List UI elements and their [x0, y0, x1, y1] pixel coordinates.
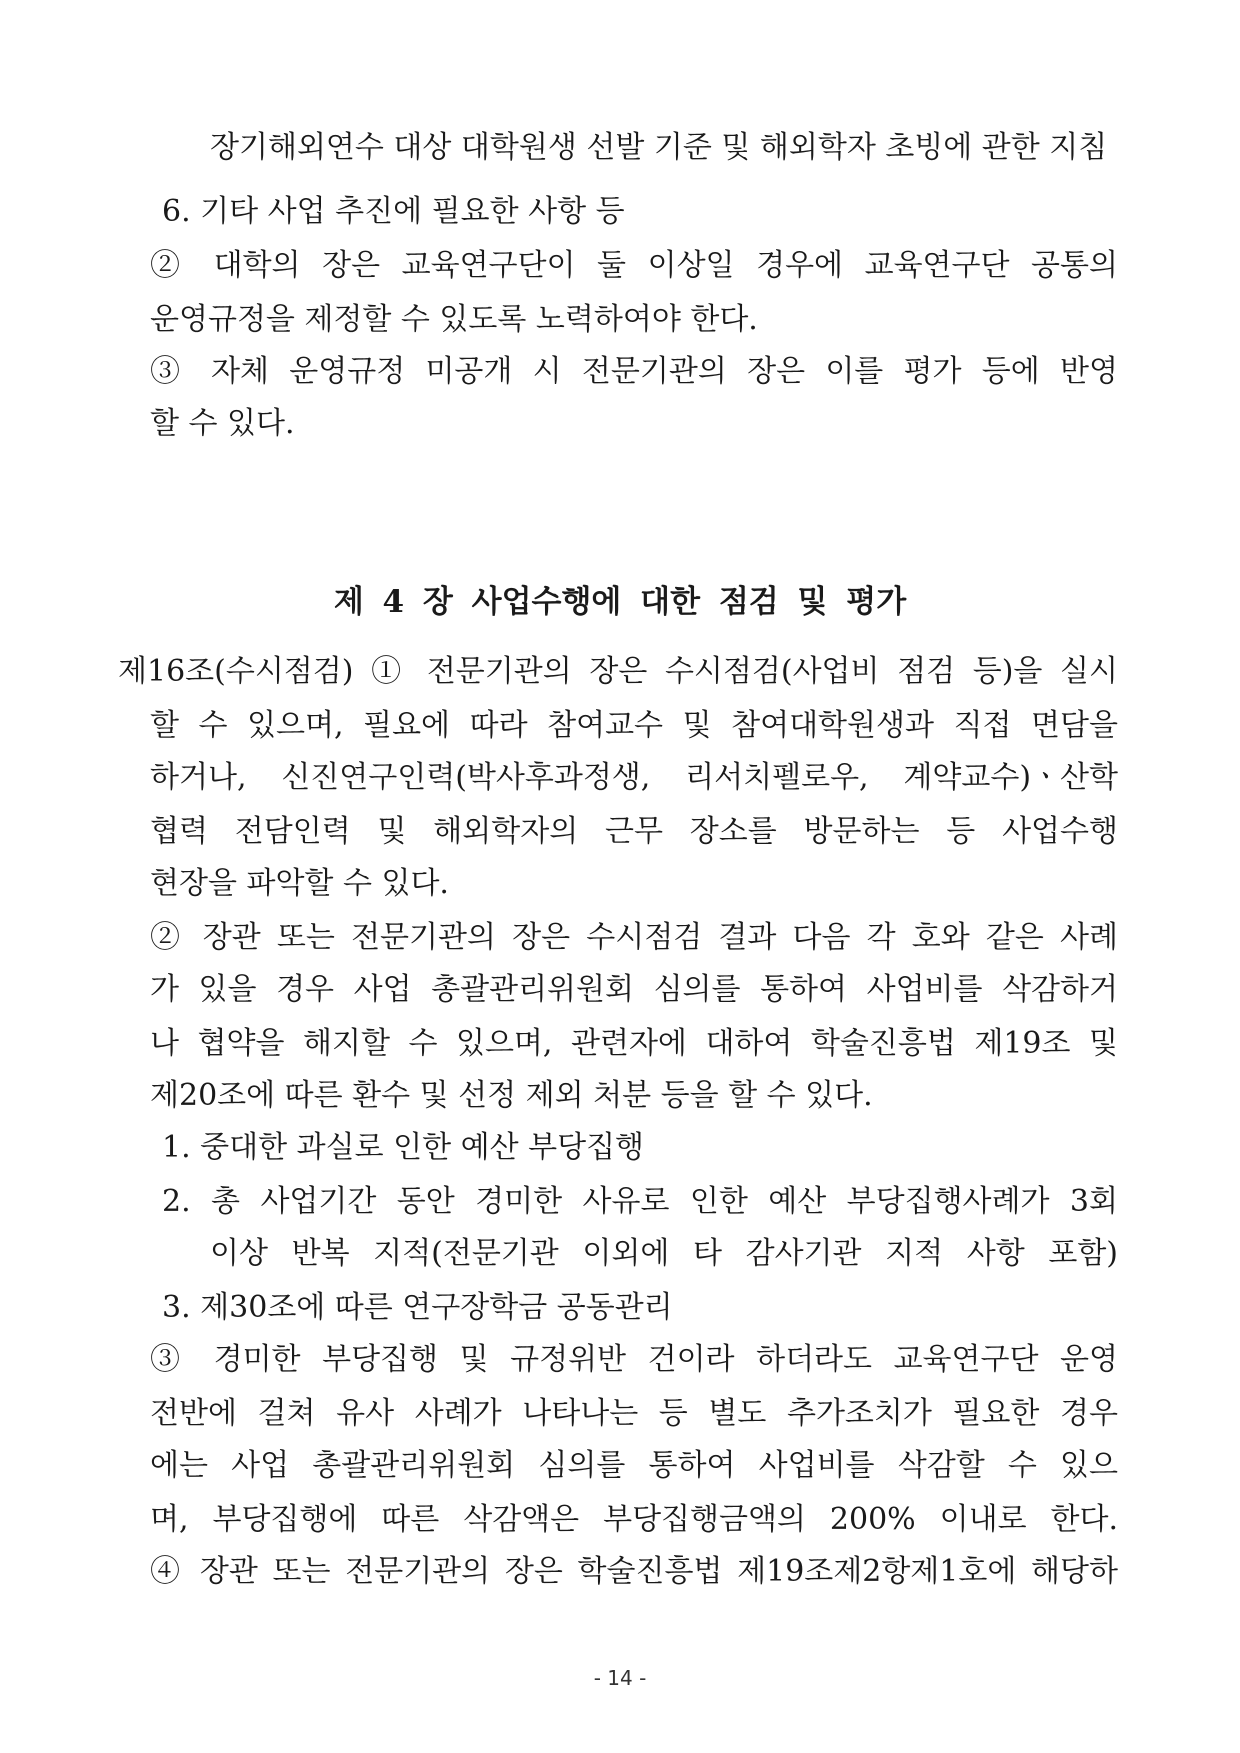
paragraph-line: ③ 자체 운영규정 미공개 시 전문기관의 장은 이를 평가 등에 반영: [150, 354, 1118, 389]
paragraph-line: ③ 경미한 부당집행 및 규정위반 건이라 하더라도 교육연구단 운영: [150, 1342, 1118, 1377]
list-item: 6. 기타 사업 추진에 필요한 사항 등: [162, 194, 625, 229]
paragraph-line: 며, 부당집행에 따른 삭감액은 부당집행금액의 200% 이내로 한다.: [150, 1502, 1118, 1537]
paragraph-line: 하거나, 신진연구인력(박사후과정생, 리서치펠로우, 계약교수)ㆍ산학: [150, 760, 1118, 795]
page-number: - 14 -: [593, 1666, 647, 1690]
paragraph-line: 할 수 있다.: [150, 406, 295, 441]
paragraph-line: 나 협약을 해지할 수 있으며, 관련자에 대하여 학술진흥법 제19조 및: [150, 1026, 1118, 1061]
article-heading-line: 제16조(수시점검) ① 전문기관의 장은 수시점검(사업비 점검 등)을 실시: [118, 654, 1118, 689]
paragraph-line: 운영규정을 제정할 수 있도록 노력하여야 한다.: [150, 302, 758, 337]
paragraph-line: 협력 전담인력 및 해외학자의 근무 장소를 방문하는 등 사업수행: [150, 814, 1118, 849]
paragraph-line: 제20조에 따른 환수 및 선정 제외 처분 등을 할 수 있다.: [150, 1078, 873, 1113]
list-item: 2. 총 사업기간 동안 경미한 사유로 인한 예산 부당집행사례가 3회: [162, 1184, 1118, 1219]
paragraph-line: 가 있을 경우 사업 총괄관리위원회 심의를 통하여 사업비를 삭감하거: [150, 972, 1118, 1007]
paragraph-line: ② 장관 또는 전문기관의 장은 수시점검 결과 다음 각 호와 같은 사례: [150, 920, 1118, 955]
list-item-continuation: 이상 반복 지적(전문기관 이외에 타 감사기관 지적 사항 포함): [210, 1236, 1118, 1271]
text-line: 장기해외연수 대상 대학원생 선발 기준 및 해외학자 초빙에 관한 지침: [210, 130, 1108, 165]
list-item: 3. 제30조에 따른 연구장학금 공동관리: [162, 1290, 673, 1325]
paragraph-line: ④ 장관 또는 전문기관의 장은 학술진흥법 제19조제2항제1호에 해당하: [150, 1554, 1118, 1589]
list-item: 1. 중대한 과실로 인한 예산 부당집행: [162, 1130, 645, 1165]
paragraph-line: 에는 사업 총괄관리위원회 심의를 통하여 사업비를 삭감할 수 있으: [150, 1448, 1118, 1483]
paragraph-line: 전반에 걸쳐 유사 사례가 나타나는 등 별도 추가조치가 필요한 경우: [150, 1396, 1118, 1431]
paragraph-line: 현장을 파악할 수 있다.: [150, 866, 449, 901]
chapter-title: 제 4 장 사업수행에 대한 점검 및 평가: [333, 584, 907, 620]
paragraph-line: 할 수 있으며, 필요에 따라 참여교수 및 참여대학원생과 직접 면담을: [150, 708, 1118, 743]
paragraph-line: ② 대학의 장은 교육연구단이 둘 이상일 경우에 교육연구단 공통의: [150, 248, 1118, 283]
